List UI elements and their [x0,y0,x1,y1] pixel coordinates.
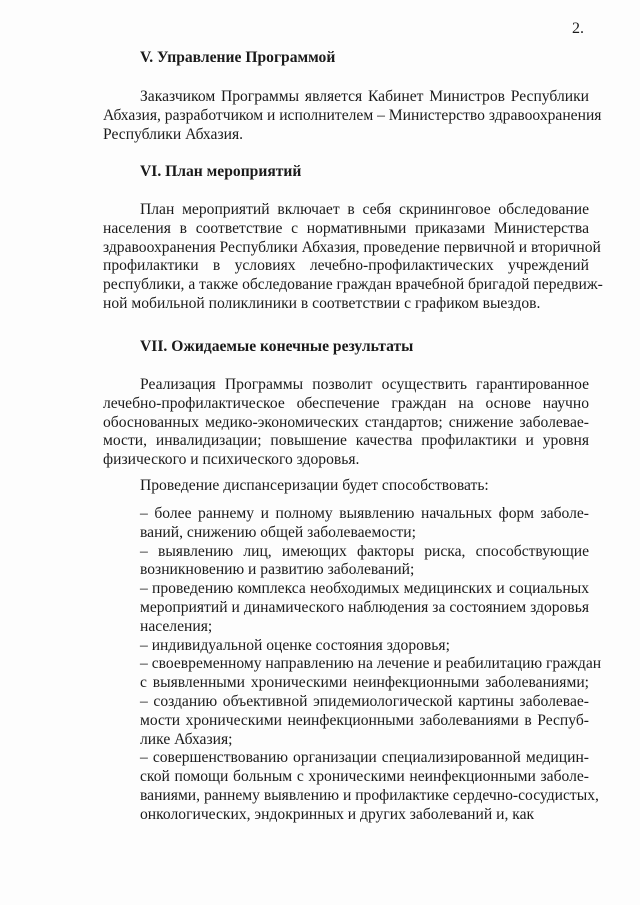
section-heading: VI. План мероприятий [140,163,302,180]
text-line: – индивидуальной оценке состояния здоровья; [140,636,450,654]
text-line: с выявленными хроническими неинфекционными заболеваниями; [140,674,589,692]
text-line: – созданию объективной эпидемиологической картины заболевае- [140,692,589,710]
list-item [140,543,589,581]
paragraph [103,376,589,470]
text-line: онкологических, эндокринных и других заболеваний и, как [140,805,535,823]
text-line: ной мобильной поликлиники в соответствии с графиком выездов. [103,294,541,312]
list-item [140,580,589,636]
text-line: ской помощи больным с хроническими неинфекционными заболе- [140,768,589,786]
text-line: ваниями, раннему выявлению и профилактике сердечно-сосудистых, [140,786,599,804]
text-line: здравоохранения Республики Абхазия, проведение первичной и вторичной [103,238,601,256]
text-line: мероприятий и динамического наблюдения за состоянием здоровья [140,598,589,616]
text-line: Заказчиком Программы является Кабинет Министров Республики [140,88,589,105]
text-line: Республики Абхазия. [103,125,244,143]
page-number: 2. [572,20,584,37]
text-line: Реализация Программы позволит осуществить гарантированное [140,376,589,393]
list-item [140,749,599,824]
bullet-list [140,505,602,825]
text-line: Проведение диспансеризации будет способствовать: [140,477,489,494]
text-line: – выявлению лиц, имеющих факторы риска, способствующие [140,542,589,560]
text-line: – своевременному направлению на лечение и реабилитацию граждан [140,655,602,673]
text-line: физического и психического здоровья. [103,451,360,469]
text-line: возникновению и развитию заболеваний; [140,561,415,579]
text-line: обоснованных медико-экономических стандартов; снижение заболевае- [103,413,589,431]
list-item [140,693,589,749]
text-line: План мероприятий включает в себя скрининговое обследование [140,201,589,218]
text-line: ваний, снижению общей заболеваемости; [140,523,416,541]
text-line: Абхазия, разработчиком и исполнителем – Министерство здравоохранения [103,106,602,124]
paragraph [103,88,602,144]
section-heading: V. Управление Программой [140,49,336,66]
list-item [140,637,589,656]
text-line: мости, инвалидизации; повышение качества профилактики и уровня [103,432,589,450]
text-line: – проведению комплекса необходимых медицинских и социальных [140,580,589,598]
paragraph [103,477,589,496]
text-line: населения; [140,617,213,635]
text-line: населения в соответствие с нормативными приказами Министерства [103,219,589,237]
text-line: республики, а также обследование граждан врачебной бригадой передвиж- [103,276,603,294]
text-line: мости хроническими неинфекционными заболеваниями в Респуб- [140,711,589,729]
section-heading: VII. Ожидаемые конечные результаты [140,338,414,355]
list-item [140,505,589,543]
text-line: – совершенствованию организации специализированной медицин- [140,749,589,767]
list-item [140,655,602,693]
text-line: – более раннему и полному выявлению начальных форм заболе- [140,505,589,522]
text-line: лике Абхазия; [140,730,233,748]
paragraph [103,201,603,314]
text-line: лечебно-профилактическое обеспечение граждан на основе научно [103,394,589,412]
text-line: профилактики в условиях лечебно-профилактических учреждений [103,257,589,275]
